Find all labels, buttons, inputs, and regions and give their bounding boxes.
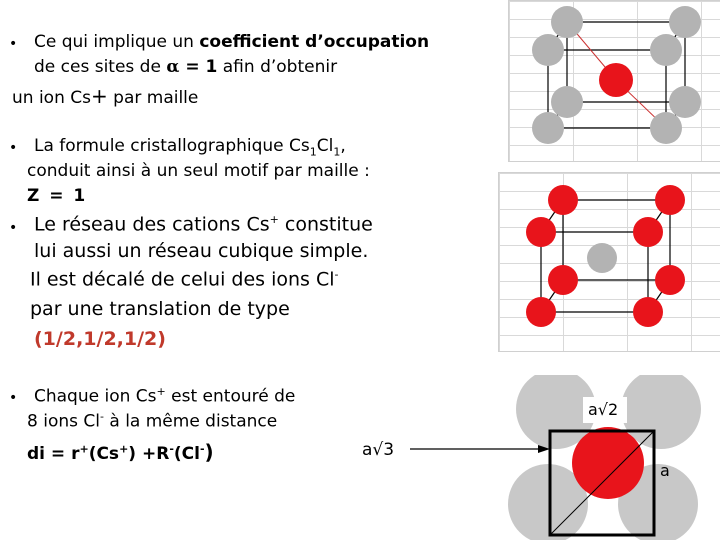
text: afin d’obtenir [217, 57, 338, 77]
text: Il est décalé de celui des ions Cl [30, 268, 335, 291]
text: ) [204, 440, 214, 464]
cs-ion [633, 217, 663, 247]
text: Chaque ion Cs [34, 386, 157, 407]
block1-line1 [34, 32, 429, 52]
label-a-sqrt2: a√2 [588, 400, 619, 419]
cl-ion [587, 243, 617, 273]
cs-ion [526, 297, 556, 327]
cs-ion [548, 265, 578, 295]
block4-line1 [34, 385, 295, 407]
subscript: 1 [333, 145, 341, 159]
cs-ion [633, 297, 663, 327]
cs-ion [526, 217, 556, 247]
diagonal-plane-section [380, 375, 720, 540]
block2-line1 [34, 136, 346, 158]
text-bold: coefficient d’occupation [199, 32, 430, 52]
block1-line3 [12, 84, 198, 108]
text: de ces sites de [34, 57, 167, 77]
text: Cl [316, 136, 334, 156]
cubic-cell-cs-lattice [498, 172, 720, 350]
superscript: - [334, 268, 339, 281]
cubic-cell-cl-lattice [508, 0, 720, 160]
superscript: - [99, 410, 104, 423]
bullet-1: • [9, 36, 18, 52]
block2-line2: conduit ainsi à un seul motif par maille : [27, 161, 370, 181]
text: Le réseau des cations Cs [34, 213, 270, 236]
block3-line1 [34, 213, 373, 235]
text: 8 ions Cl [27, 411, 100, 432]
cl-ion [669, 86, 701, 118]
cl-ion [650, 34, 682, 66]
cl-ion [650, 112, 682, 144]
block2-line3: Z = 1 [27, 186, 88, 206]
text: Ce qui implique un [34, 32, 200, 52]
superscript: - [169, 442, 174, 456]
cl-ion [551, 6, 583, 38]
cs-ion [655, 185, 685, 215]
cs-ion-large [572, 427, 644, 499]
cl-ion [551, 86, 583, 118]
block3-line4: par une translation de type [30, 298, 290, 320]
text: un ion Cs [12, 88, 91, 108]
block4-line2 [27, 410, 277, 432]
superscript: + [156, 385, 166, 398]
cs-ion [548, 185, 578, 215]
cl-ion [532, 112, 564, 144]
text: est entouré de [165, 386, 296, 407]
cl-ion [669, 6, 701, 38]
alpha-symbol: α [166, 57, 180, 77]
text: di = r [27, 444, 80, 464]
cs-ion [599, 63, 633, 97]
text: par maille [107, 88, 199, 108]
superscript: + [119, 442, 129, 456]
subscript: 1 [309, 145, 317, 159]
plus-sign: + [90, 84, 108, 108]
label-a: a [660, 461, 670, 480]
block3-line5: (1/2,1/2,1/2) [34, 328, 166, 350]
superscript: + [79, 442, 89, 456]
bullet-2: • [9, 140, 18, 156]
block3-line2: lui aussi un réseau cubique simple. [34, 240, 369, 262]
superscript: + [269, 213, 279, 226]
text: (Cl [173, 444, 200, 464]
block4-line3 [27, 440, 214, 464]
text: La formule cristallographique Cs [34, 136, 310, 156]
block1-line2 [34, 57, 337, 77]
text: ) +R [128, 444, 170, 464]
bullet-4: • [9, 390, 18, 406]
text: , [340, 136, 346, 156]
text-bold: = 1 [179, 57, 218, 77]
bullet-3: • [9, 220, 18, 236]
text: à la même distance [103, 411, 278, 432]
cl-ion [532, 34, 564, 66]
superscript: - [199, 442, 205, 456]
block3-line3 [30, 268, 339, 290]
text: constitue [278, 213, 373, 236]
label-a-sqrt3: a√3 [362, 440, 395, 460]
cs-ion [655, 265, 685, 295]
text: (Cs [88, 444, 120, 464]
